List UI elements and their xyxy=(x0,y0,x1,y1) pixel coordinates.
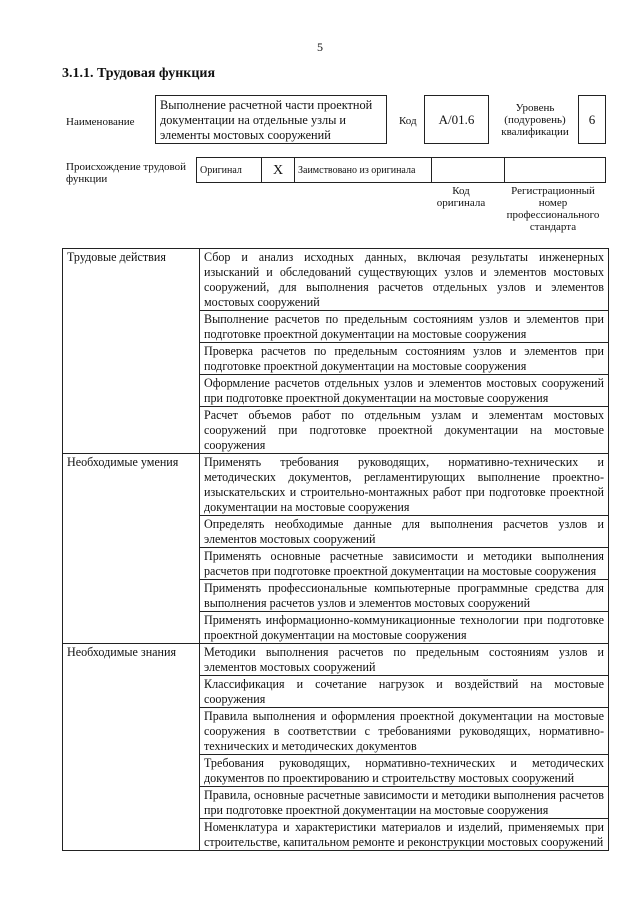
section-item: Расчет объемов работ по отдельным узлам и элементам мостовых сооружений при подготовке проектной документации на мостовые сооружения xyxy=(200,407,609,454)
section-item: Правила, основные расчетные зависимости и методики выполнения расчетов при подготовке проектной документации на мостовые сооружения xyxy=(200,787,609,819)
section-item: Применять информационно-коммуникационные технологии при подготовке проектной документации на мостовые сооружения xyxy=(200,612,609,644)
section-item: Выполнение расчетов по предельным состояниям узлов и элементов при подготовке проектной документации на мостовые сооружения xyxy=(200,311,609,343)
name-label: Наименование xyxy=(66,116,135,128)
section-category: Необходимые умения xyxy=(63,454,200,644)
section-item: Применять основные расчетные зависимости и методики выполнения расчетов при подготовке проектной документации на мостовые сооружения xyxy=(200,548,609,580)
original-label: Оригинал xyxy=(197,158,262,183)
section-item: Применять профессиональные компьютерные программные средства для выполнения расчетов узлов и элементов мостовых сооружений xyxy=(200,580,609,612)
section-item: Классификация и сочетание нагрузок и воздействий на мостовые сооружения xyxy=(200,676,609,708)
section-item: Сбор и анализ исходных данных, включая результаты инженерных изысканий и обследований существующих узлов и элементов мостовых сооружений, для выполнения расчетов отдельных узлов и элементов мостовых сооружений xyxy=(200,249,609,311)
reg-number-cell xyxy=(505,158,606,183)
section-category: Необходимые знания xyxy=(63,644,200,851)
page-number: 5 xyxy=(317,40,323,54)
code-original-cell xyxy=(432,158,505,183)
section-item: Применять требования руководящих, нормативно-технических и методических документов, регламентирующих выполнение проектно-изыскательских и строительно-монтажных работ при подготовке проектной документации на мостовые сооружения xyxy=(200,454,609,516)
section-item: Методики выполнения расчетов по предельным состояниям узлов и элементов мостовых сооружений xyxy=(200,644,609,676)
section-category: Трудовые действия xyxy=(63,249,200,454)
section-item: Номенклатура и характеристики материалов и изделий, применяемых при строительстве, капитальном ремонте и реконструкции мостовых сооружений xyxy=(200,819,609,851)
code-original-label: Код оригинала xyxy=(436,185,486,209)
section-item: Оформление расчетов отдельных узлов и элементов мостовых сооружений при подготовке проектной документации на мостовые сооружения xyxy=(200,375,609,407)
origin-table xyxy=(196,157,606,183)
functions-table xyxy=(62,248,609,851)
section-item: Проверка расчетов по предельным состояниям узлов и элементов при подготовке проектной документации на мостовые сооружения xyxy=(200,343,609,375)
level-label: Уровень (подуровень) квалификации xyxy=(501,102,569,138)
table-row xyxy=(63,644,609,676)
section-item: Правила выполнения и оформления проектной документации на мостовые сооружения в соответствии с требованиями руководящих, нормативно-технических и методических документов xyxy=(200,708,609,755)
origin-label: Происхождение трудовой функции xyxy=(66,161,187,185)
function-name-box: Выполнение расчетной части проектной документации на отдельные узлы и элементы мостовых сооружений xyxy=(155,95,387,144)
table-row xyxy=(63,454,609,516)
level-value-box: 6 xyxy=(578,95,606,144)
table-row xyxy=(63,249,609,311)
original-mark: X xyxy=(262,158,295,183)
section-item: Требования руководящих, нормативно-технических и методических документов по проектированию и строительству мостовых сооружений xyxy=(200,755,609,787)
borrowed-label: Заимствовано из оригинала xyxy=(295,158,432,183)
code-value-box: A/01.6 xyxy=(424,95,489,144)
code-label: Код xyxy=(399,115,417,127)
reg-number-label: Регистрационный номер профессионального стандарта xyxy=(506,185,600,233)
section-item: Определять необходимые данные для выполнения расчетов узлов и элементов мостовых сооружений xyxy=(200,516,609,548)
section-title: 3.1.1. Трудовая функция xyxy=(62,66,216,81)
